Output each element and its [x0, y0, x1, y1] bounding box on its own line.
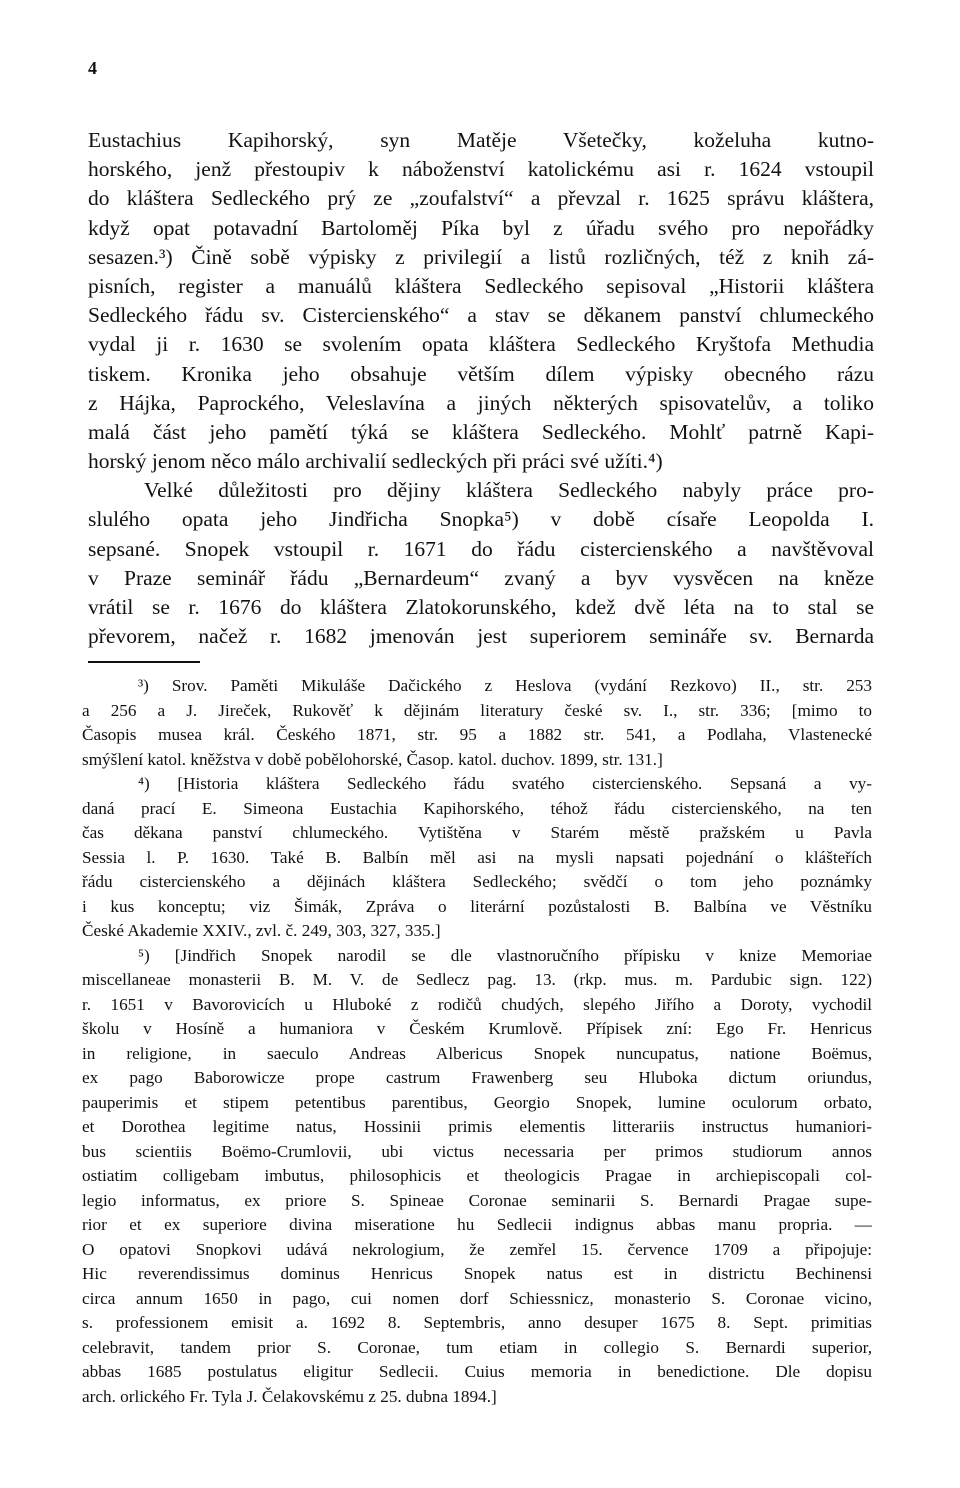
text-line: sepsané. Snopek vstoupil r. 1671 do řádu cisterciensk​ého a navštěvoval [88, 536, 874, 561]
footnote-line: bus scientiis Boëmo-Crumlovii, ubi victus necessaria per primos studiorum annos [82, 1141, 872, 1161]
text-line: horského, jenž přestoupiv k náboženství katolickému asi r. 1624 vstoupil [88, 157, 874, 182]
footnote-line: Časopis musea král. Českého 1871, str. 95 a 1882 str. 541, a Podlaha, Vlastenecké [82, 725, 872, 744]
text-line: malá část jeho pamětí týká se kláštera Sedleckého. Mohlť patrně Kapi- [88, 419, 874, 444]
footnote-line: r. 1651 v Bavorovicích u Hluboké z rodičů chudých, slepého Jiřího a Doroty, vychodil [82, 994, 872, 1014]
footnote-line: ⁴) [Historia kláštera Sedleckého řádu svatého cisterciensk​ého. Sepsaná a vy- [138, 774, 872, 793]
footnote-line: arch. orlického Fr. Tyla J. Čelakovskému z 25. dubna 1894.] [82, 1386, 497, 1406]
footnote-divider [88, 661, 200, 663]
text-line: převorem, načež r. 1682 jmenován jest superiorem semináře sv. Bernarda [88, 624, 874, 649]
footnotes [82, 674, 872, 1409]
text-line: tiskem. Kronika jeho obsahuje větším dílem výpisky obecného rázu [88, 361, 874, 386]
footnote-line: i kus konceptu; viz Šimák, Zpráva o literární pozůstalosti B. Balbína ve Věstníku [82, 896, 872, 916]
text-line: pisních, register a manuálů kláštera Sedleckého sepisoval „Historii kláštera [88, 273, 874, 298]
footnote-line: ³) Srov. Paměti Mikuláše Dačického z Heslova (vydání Rezkovo) II., str. 253 [138, 676, 872, 695]
footnote-line: a 256 a J. Jireček, Rukověť k dějinám literatury české sv. I., str. 336; [mimo to [82, 700, 872, 720]
text-line: slulého opata jeho Jindřicha Snopka⁵) v době císaře Leopolda I. [88, 507, 874, 532]
footnote-line: abbas 1685 postulatus eligitur Sedlecii. Cuius memoria in benedictione. Dle dopisu [82, 1362, 872, 1381]
footnote-line: s. professionem emisit a. 1692 8. Septembris, anno desuper 1675 8. Sept. primitias [82, 1313, 872, 1332]
footnote-line: et Dorothea legitime natus, Hossinii primis elementis litterariis instructus humaniori- [82, 1117, 872, 1136]
footnote-line: pauperimis et stipem petentibus parentibus, Georgio Snopek, lumine oculorum orbato, [82, 1092, 872, 1112]
text-line: vrátil se r. 1676 do kláštera Zlatokorunského, kdež dvě léta na to stal se [88, 595, 874, 619]
footnote-line: O opatovi Snopkovi udává nekrologium, že zemřel 15. července 1709 a připojuje: [82, 1239, 872, 1259]
footnote-line: řádu cisterciensk​ého a dějinách kláštera Sedleckého; svědčí o tom jeho poznámky [82, 872, 872, 891]
text-line: z Hájka, Paprockého, Veleslavína a jiných některých spisovatelův, a toliko [88, 390, 874, 415]
footnote-line: celebravit, tandem prior S. Coronae, tum etiam in collegio S. Bernardi superior, [82, 1337, 872, 1357]
footnote-line: rior et ex superiore divina miseratione hu Sedlecii indignus abbas manu propria. — [82, 1215, 872, 1234]
text-line: Eustachius Kapihorský, syn Matěje Všetečky, koželuha kutno- [88, 128, 874, 152]
text-line: Velké důležitosti pro dějiny kláštera Sedleckého nabyly práce pro- [144, 478, 874, 503]
footnote-line: smýšlení katol. kněžstva v době pobělohorské, Časop. katol. duchov. 1899, str. 131.] [82, 749, 663, 769]
footnote-line: ex pago Baborowicze prope castrum Frawenberg seu Hluboka dictum oriundus, [82, 1068, 872, 1087]
page-number: 4 [88, 58, 97, 78]
footnote-line: in religione, in saeculo Andreas Albericus Snopek nuncupatus, natione Boëmus, [82, 1043, 872, 1063]
footnote-line: školu v Hosíně a humaniora v Českém Krumlově. Přípisek zní: Ego Fr. Henricus [82, 1019, 872, 1038]
footnote-line: daná prací E. Simeona Eustachia Kapihorského, téhož řádu cisterciensk​ého, na ten [82, 798, 872, 818]
footnote-line: miscellaneae monasterii B. M. V. de Sedlecz pag. 13. (rkp. mus. m. Pardubic sign. 122) [82, 970, 872, 989]
footnote-line: Hic reverendissimus dominus Henricus Snopek natus est in districtu Bechinensi [82, 1264, 872, 1283]
text-line: Sedleckého řádu sv. Cisterciensk​ého“ a stav se děkanem panství chlumeckého [88, 303, 874, 328]
text-line: horský jenom něco málo archivalií sedleckých při práci své užíti.⁴) [88, 449, 663, 474]
text-line: do kláštera Sedleckého prý ze „zoufalství“ a převzal r. 1625 správu kláštera, [88, 186, 874, 211]
main-text [88, 126, 874, 651]
text-line: vydal ji r. 1630 se svolením opata kláštera Sedleckého Kryštofa Methudia [88, 332, 874, 357]
footnote-line: legio informatus, ex priore S. Spineae Coronae seminarii S. Bernardi Pragae supe- [82, 1190, 872, 1210]
footnote-line: České Akademie XXIV., zvl. č. 249, 303, 327, 335.] [82, 921, 441, 940]
footnote-line: Sessia l. P. 1630. Také B. Balbín měl asi na mysli napsati pojednání o klášteřích [82, 847, 872, 867]
footnote-line: circa annum 1650 in pago, cui nomen dorf Schiessnicz, monasterio S. Coronae vicino, [82, 1288, 872, 1308]
footnote-line: ostiatim colligebam imbutus, philosophicis et theologicis Pragae in archiepiscopali col- [82, 1166, 872, 1185]
text-line: v Praze seminář řádu „Bernardeum“ zvaný a byv vysvěcen na kněze [88, 565, 874, 590]
footnote-line: čas děkana panství chlumeckého. Vytištěna v Starém městě pražském u Pavla [82, 823, 872, 842]
text-line: sesazen.³) Čině sobě výpisky z privilegií a listů rozličných, též z knih zá- [88, 244, 874, 269]
footnote-line: ⁵) [Jindřich Snopek narodil se dle vlastnoručního přípisku v knize Memoriae [138, 945, 872, 965]
text-line: když opat potavadní Bartoloměj Píka byl z úřadu svého pro nepořádky [88, 215, 874, 240]
